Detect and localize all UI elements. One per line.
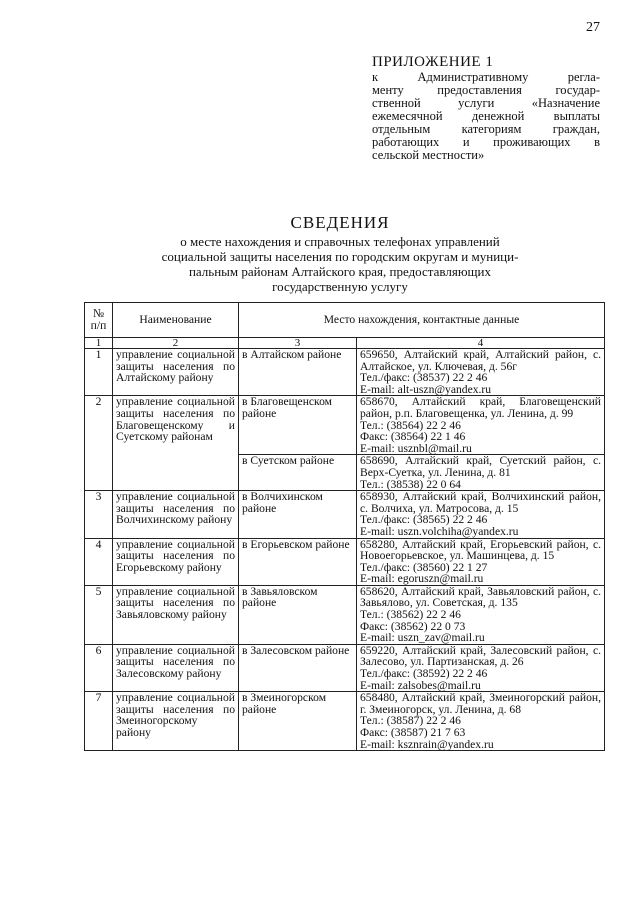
phone-line: Факс: (38562) 22 0 73 [360, 619, 466, 633]
email-line: E-mail: uszn_zav@mail.ru [360, 631, 485, 645]
district-name: в Егорьевском районе [239, 538, 357, 585]
appendix-line: ственной услуги «Назначение [372, 96, 600, 110]
phone-line: Тел.: (38562) 22 2 46 [360, 608, 461, 622]
document-subtitle-line: государственную услугу [272, 279, 408, 294]
email-line: E-mail: alt-uszn@yandex.ru [360, 382, 492, 396]
table-row [85, 692, 605, 751]
contact-details [357, 644, 605, 691]
district-name: в Завьяловском районе [239, 585, 357, 644]
district-name: в Благовещенском районе [239, 396, 357, 455]
table-header-row [85, 303, 605, 338]
document-title: СВЕДЕНИЯ [290, 213, 390, 232]
appendix-heading: ПРИЛОЖЕНИЕ 1 [372, 54, 494, 70]
column-number-row [85, 338, 605, 349]
contact-details [357, 538, 605, 585]
column-number: 1 [85, 338, 113, 349]
header-location: Место нахождения, контактные данные [239, 303, 605, 338]
table-row [85, 396, 605, 455]
document-subtitle-line: пальным районам Алтайского края, предоставляющих [188, 264, 492, 279]
office-name: управление социальной защиты населения по Волчихинскому району [113, 491, 239, 538]
district-name: в Змеиногорском районе [239, 692, 357, 751]
address-line: 659220, Алтайский край, Залесовский район, с. Залесово, ул. Партизанская, д. 26 [360, 644, 601, 669]
phone-line: Факс: (38564) 22 1 46 [360, 430, 466, 444]
address-line: 658280, Алтайский край, Егорьевский район, с. Новоегорьевское, ул. Машинцева, д. 15 [360, 538, 601, 563]
phone-line: Тел./факс: (38537) 22 2 46 [360, 371, 488, 385]
email-line: E-mail: egoruszn@mail.ru [360, 572, 484, 586]
offices-table-body [85, 349, 605, 751]
contact-details [357, 349, 605, 396]
page-number: 27 [586, 20, 600, 35]
document-title-block [100, 213, 580, 294]
address-line: 658480, Алтайский край, Змеиногорский район, г. Змеиногорск, ул. Ленина, д. 68 [360, 691, 601, 716]
contact-details [357, 455, 605, 491]
district-name: в Алтайском районе [239, 349, 357, 396]
email-line: E-mail: usznbl@mail.ru [360, 441, 472, 455]
office-name: управление социальной защиты населения по Алтайскому району [113, 349, 239, 396]
address-line: 658670, Алтайский край, Благовещенский район, р.п. Благовещенка, ул. Ленина, д. 99 [360, 395, 601, 420]
office-name: управление социальной защиты населения по Змеиногорскому району [113, 692, 239, 751]
contact-details [357, 491, 605, 538]
appendix-line: сельской местности» [372, 148, 485, 162]
appendix-line: ежемесячной денежной выплаты [372, 109, 600, 123]
appendix-line: менту предоставления государ- [372, 83, 600, 97]
header-name: Наименование [113, 303, 239, 338]
row-number: 7 [85, 692, 113, 751]
appendix-line: к Административному регла- [372, 70, 600, 84]
phone-line: Тел./факс: (38592) 22 2 46 [360, 667, 488, 681]
phone-line: Тел.: (38538) 22 0 64 [360, 477, 461, 491]
district-name: в Залесовском районе [239, 644, 357, 691]
table-row [85, 585, 605, 644]
email-line: E-mail: uszn.volchiha@yandex.ru [360, 524, 519, 538]
document-subtitle-line: о месте нахождения и справочных телефонах управлений [180, 234, 500, 249]
district-name: в Суетском районе [239, 455, 357, 491]
phone-line: Тел.: (38564) 22 2 46 [360, 418, 461, 432]
offices-table [84, 302, 605, 751]
appendix-line: отдельным категориям граждан, [372, 122, 600, 136]
phone-line: Тел./факс: (38565) 22 2 46 [360, 513, 488, 527]
contact-details [357, 585, 605, 644]
address-line: 659650, Алтайский край, Алтайский район, с. Алтайское, ул. Ключевая, д. 56г [360, 348, 601, 373]
column-number: 3 [239, 338, 357, 349]
address-line: 658930, Алтайский край, Волчихинский район, с. Волчиха, ул. Матросова, д. 15 [360, 490, 601, 515]
phone-line: Тел.: (38587) 22 2 46 [360, 714, 461, 728]
table-row [85, 491, 605, 538]
document-subtitle-line: социальной защиты населения по городским округам и муници- [161, 249, 519, 264]
header-num: № п/п [85, 303, 113, 338]
column-number: 4 [357, 338, 605, 349]
contact-details [357, 692, 605, 751]
office-name: управление социальной защиты населения по Егорьевскому району [113, 538, 239, 585]
office-name: управление социальной защиты населения по Залесовскому району [113, 644, 239, 691]
email-line: E-mail: ksznrain@yandex.ru [360, 737, 494, 751]
row-number: 6 [85, 644, 113, 691]
row-number: 3 [85, 491, 113, 538]
row-number: 5 [85, 585, 113, 644]
office-name: управление социальной защиты населения по Завьяловскому району [113, 585, 239, 644]
district-name: в Волчихинском районе [239, 491, 357, 538]
table-row [85, 538, 605, 585]
phone-line: Факс: (38587) 21 7 63 [360, 726, 466, 739]
table-row [85, 349, 605, 396]
address-line: 658690, Алтайский край, Суетский район, с. Верх-Суетка, ул. Ленина, д. 81 [360, 454, 601, 479]
office-name: управление социальной защиты населения по Благовещенскому и Суетскому районам [113, 396, 239, 491]
column-number: 2 [113, 338, 239, 349]
table-row [85, 644, 605, 691]
row-number: 4 [85, 538, 113, 585]
appendix-block [372, 56, 600, 162]
contact-details [357, 396, 605, 455]
phone-line: Тел./факс: (38560) 22 1 27 [360, 560, 488, 574]
row-number: 2 [85, 396, 113, 491]
appendix-line: работающих и проживающих в [372, 135, 600, 149]
address-line: 658620, Алтайский край, Завьяловский район, с. Завьялово, ул. Советская, д. 135 [360, 585, 601, 610]
email-line: E-mail: zalsobes@mail.ru [360, 678, 481, 692]
row-number: 1 [85, 349, 113, 396]
